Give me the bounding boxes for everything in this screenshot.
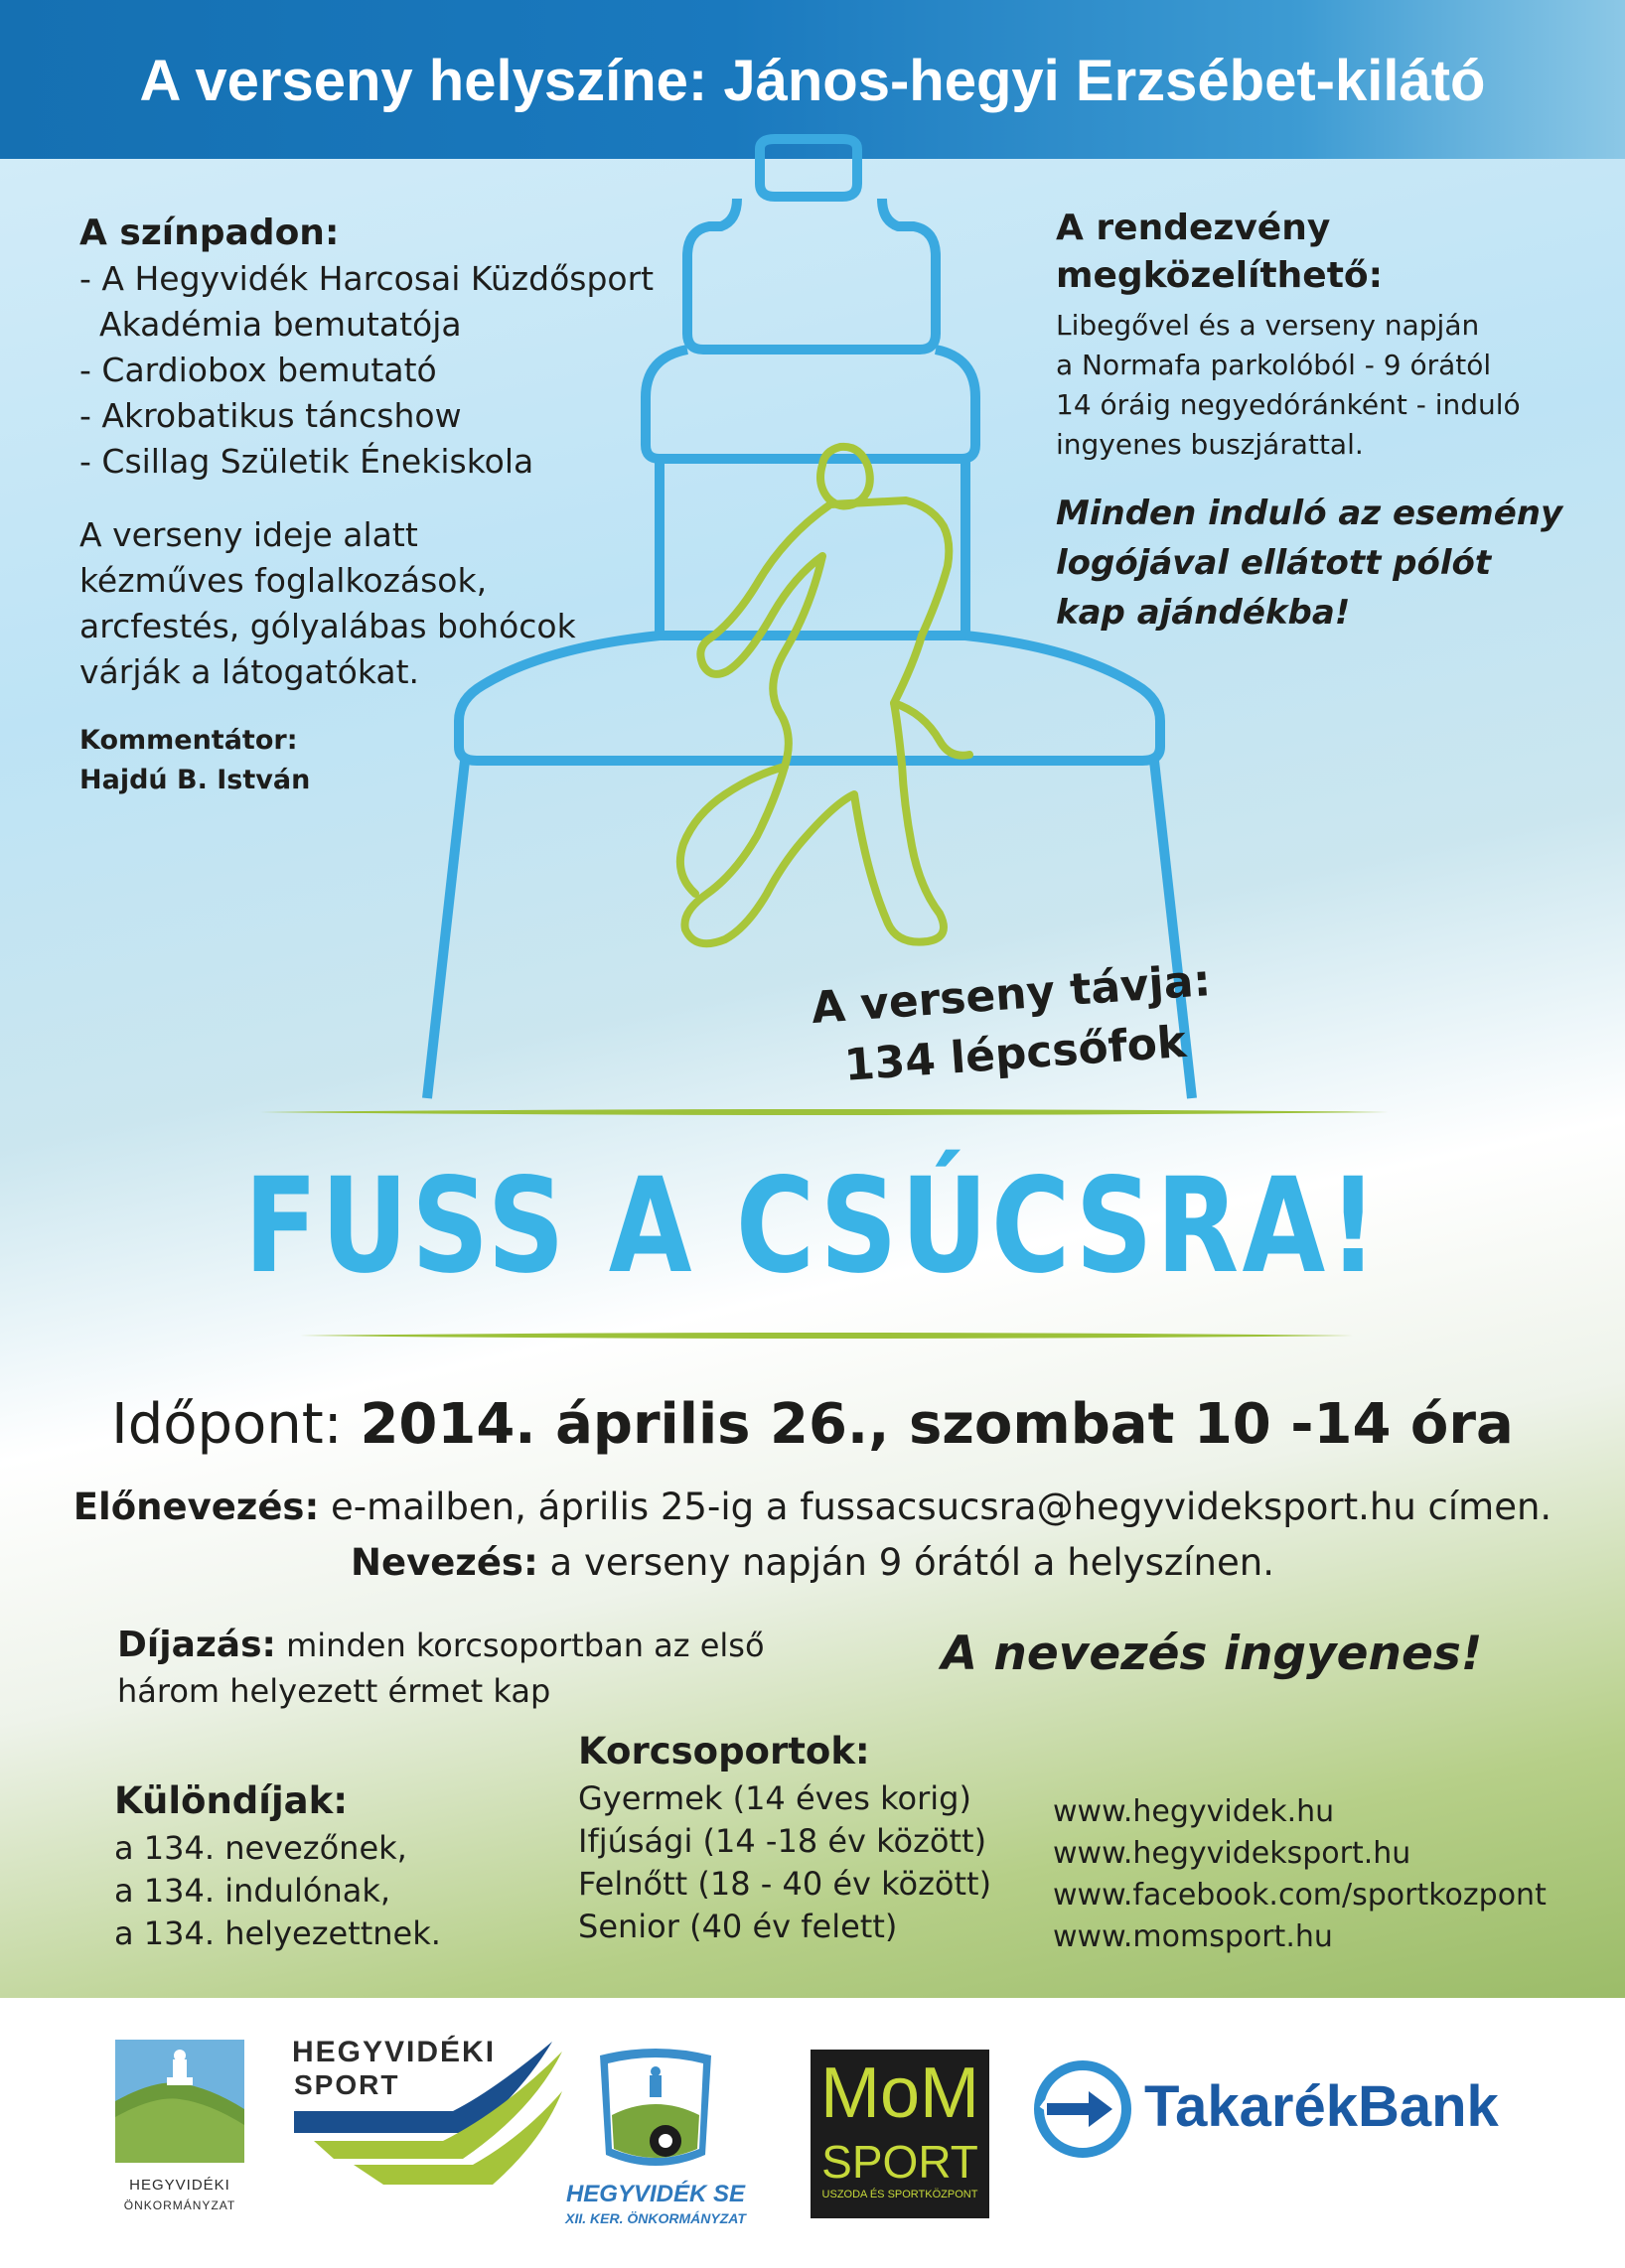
access-line: 14 óráig negyedóránként - induló xyxy=(1056,388,1521,421)
pre-registration-label: Előnevezés: xyxy=(73,1486,320,1528)
group-item: Gyermek (14 éves korig) xyxy=(578,1779,971,1817)
activities-line: arcfestés, gólyalábas bohócok xyxy=(79,607,576,645)
date-value: 2014. április 26., szombat 10 -14 óra xyxy=(360,1392,1514,1457)
group-item: Ifjúsági (14 -18 év között) xyxy=(578,1822,987,1860)
promo-line: kap ajándékba! xyxy=(1056,593,1351,633)
stage-item: - A Hegyvidék Harcosai Küzdősport xyxy=(79,259,655,298)
special-item: a 134. indulónak, xyxy=(114,1872,391,1910)
stage-program xyxy=(79,211,695,800)
prize-label: Díjazás: xyxy=(117,1625,276,1665)
divider-bottom xyxy=(300,1332,1353,1340)
commentator-label: Kommentátor: xyxy=(79,725,298,756)
hse-label1: HEGYVIDÉK SE xyxy=(565,2181,746,2207)
commentator-name: Hajdú B. István xyxy=(79,765,311,795)
special-prizes xyxy=(114,1775,611,1955)
activities-text xyxy=(79,512,695,695)
activities-line: A verseny ideje alatt xyxy=(79,515,418,554)
pre-registration xyxy=(0,1486,1625,1528)
stage-item: - Cardiobox bemutató xyxy=(79,351,437,389)
website-links xyxy=(1053,1791,1609,1958)
link-momsport[interactable]: www.momsport.hu xyxy=(1053,1919,1333,1954)
stage-item: - Akrobatikus táncshow xyxy=(79,396,462,435)
access-heading-line2: megközelíthető: xyxy=(1056,255,1384,296)
commentator xyxy=(79,721,695,800)
hill-tower-logo-icon xyxy=(115,2040,244,2163)
registration-text: a verseny napján 9 órától a helyszínen. xyxy=(549,1541,1274,1584)
link-facebook[interactable]: www.facebook.com/sportkozpont xyxy=(1053,1878,1547,1913)
access-line: Libegővel és a verseny napján xyxy=(1056,309,1480,342)
age-groups xyxy=(578,1726,1095,1948)
access-text xyxy=(1056,306,1592,465)
distance-value: 134 lépcsőfok xyxy=(842,1016,1188,1091)
access-line: ingyenes buszjárattal. xyxy=(1056,428,1364,461)
onk-label2: ÖNKORMÁNYZAT xyxy=(123,2198,236,2212)
mom-label3: USZODA ÉS SPORTKÖZPONT xyxy=(821,2189,978,2200)
access-heading-line1: A rendezvény xyxy=(1056,208,1331,248)
shield-ball-logo-icon xyxy=(594,2046,717,2175)
activities-line: várják a látogatókat. xyxy=(79,652,420,691)
group-item: Senior (40 év felett) xyxy=(578,1908,898,1945)
hs-label2: SPORT xyxy=(294,2069,400,2100)
stage-item: - Csillag Születik Énekiskola xyxy=(79,442,534,481)
special-heading: Különdíjak: xyxy=(114,1779,349,1822)
access-line: a Normafa parkolóból - 9 órától xyxy=(1056,349,1492,381)
distance-label: A verseny távja: xyxy=(810,955,1213,1035)
registration xyxy=(0,1541,1625,1584)
access-info xyxy=(1056,205,1592,638)
registration-label: Nevezés: xyxy=(351,1541,538,1584)
divider-top xyxy=(260,1108,1393,1116)
stage-item: Akadémia bemutatója xyxy=(99,305,462,344)
event-title: FUSS A CSÚCSRA! xyxy=(243,1150,1382,1303)
free-entry: A nevezés ingyenes! xyxy=(941,1627,1483,1681)
hs-label1: HEGYVIDÉKI xyxy=(292,2036,497,2068)
prize-info xyxy=(117,1623,812,1714)
stage-heading: A színpadon: xyxy=(79,213,340,253)
activities-line: kézműves foglalkozások, xyxy=(79,561,488,600)
link-hegyvidek[interactable]: www.hegyvidek.hu xyxy=(1053,1794,1335,1829)
track-stripes-logo-icon xyxy=(294,2042,562,2191)
group-item: Felnőtt (18 - 40 év között) xyxy=(578,1865,992,1903)
link-hegyvideksport[interactable]: www.hegyvideksport.hu xyxy=(1053,1836,1411,1871)
mom-label1: MoM xyxy=(820,2054,979,2133)
special-item: a 134. nevezőnek, xyxy=(114,1829,407,1867)
mom-label2: SPORT xyxy=(821,2136,978,2188)
prize-line1: minden korcsoportban az első xyxy=(286,1627,765,1664)
promo-line: Minden induló az esemény xyxy=(1056,494,1563,533)
groups-heading: Korcsoportok: xyxy=(578,1730,870,1772)
arrow-circle-logo-icon xyxy=(1033,2059,1132,2159)
pre-registration-text: e-mailben, április 25-ig a fussacsucsra@hegyvideksport.hu címen. xyxy=(331,1486,1552,1528)
runner-silhouette-icon xyxy=(680,447,969,943)
date-label: Időpont: xyxy=(111,1392,343,1457)
tshirt-promo xyxy=(1056,489,1592,638)
hse-label2: XII. KER. ÖNKORMÁNYZAT xyxy=(565,2210,746,2226)
venue-title: A verseny helyszíne: János-hegyi Erzsébet-kilátó xyxy=(139,49,1486,113)
bank-name: TakarékBank xyxy=(1144,2074,1499,2139)
special-item: a 134. helyezettnek. xyxy=(114,1914,441,1952)
event-date xyxy=(0,1392,1625,1457)
prize-line2: három helyezett érmet kap xyxy=(117,1672,551,1710)
promo-line: logójával ellátott pólót xyxy=(1056,543,1492,583)
onk-label1: HEGYVIDÉKI xyxy=(129,2177,230,2194)
